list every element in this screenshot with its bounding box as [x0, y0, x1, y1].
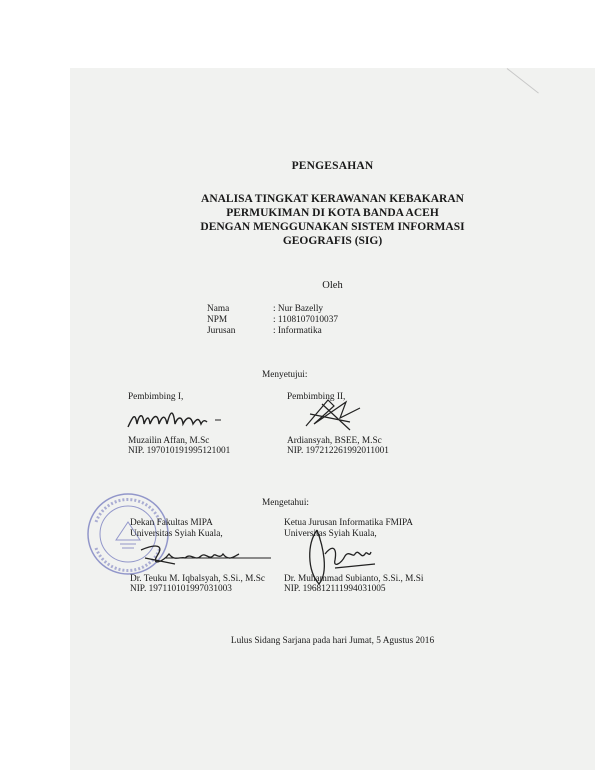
acknowledged-label: Mengetahui:	[262, 498, 309, 508]
dean-role-line-1: Dekan Fakultas MIPA	[130, 518, 213, 528]
supervisor-2-signature	[300, 396, 370, 434]
page-heading: PENGESAHAN	[291, 160, 374, 172]
author-npm-row	[207, 315, 338, 325]
thesis-title-line-4: GEOGRAFIS (SIG)	[282, 235, 383, 247]
field-label: Nama	[207, 304, 230, 314]
head-role-line-1: Ketua Jurusan Informatika FMIPA	[284, 518, 414, 528]
author-name-row	[207, 304, 323, 314]
field-label: Jurusan	[207, 326, 236, 336]
head-name: Dr. Muhammad Subianto, S.Si., M.Si	[284, 574, 424, 584]
graduation-note: Lulus Sidang Sarjana pada hari Jumat, 5 Agustus 2016	[230, 636, 435, 646]
supervisor-2-nip: NIP. 197212261992011001	[287, 446, 389, 456]
supervisor-2-name: Ardiansyah, BSEE, M.Sc	[287, 436, 382, 446]
author-major-row	[207, 326, 322, 336]
field-value: : Informatika	[273, 326, 322, 336]
author-intro: Oleh	[322, 280, 343, 291]
thesis-title-line-1: ANALISA TINGKAT KERAWANAN KEBAKARAN	[201, 193, 464, 205]
dean-name: Dr. Teuku M. Iqbalsyah, S.Si., M.Sc	[130, 574, 266, 584]
supervisor-2-role: Pembimbing II,	[287, 392, 346, 402]
supervisor-1-nip: NIP. 197010191995121001	[128, 446, 231, 456]
approved-label: Menyetujui:	[262, 370, 308, 380]
head-nip: NIP. 196812111994031005	[284, 584, 386, 594]
dean-nip: NIP. 197110101997031003	[130, 584, 232, 594]
field-label: NPM	[207, 315, 228, 325]
thesis-title-line-2: PERMUKIMAN DI KOTA BANDA ACEH	[226, 207, 439, 219]
dean-signature	[135, 538, 275, 574]
thesis-title-line-3: DENGAN MENGGUNAKAN SISTEM INFORMASI	[200, 221, 465, 233]
supervisor-1-signature	[125, 402, 225, 432]
head-role-line-2: Universitas Syiah Kuala,	[284, 529, 377, 539]
supervisor-1-role: Pembimbing I,	[128, 392, 184, 402]
supervisor-1-name: Muzailin Affan, M.Sc	[128, 436, 210, 446]
field-value: : 1108107010037	[273, 315, 338, 325]
field-value: : Nur Bazelly	[273, 304, 324, 314]
dean-role-line-2: Universitas Syiah Kuala,	[130, 529, 223, 539]
